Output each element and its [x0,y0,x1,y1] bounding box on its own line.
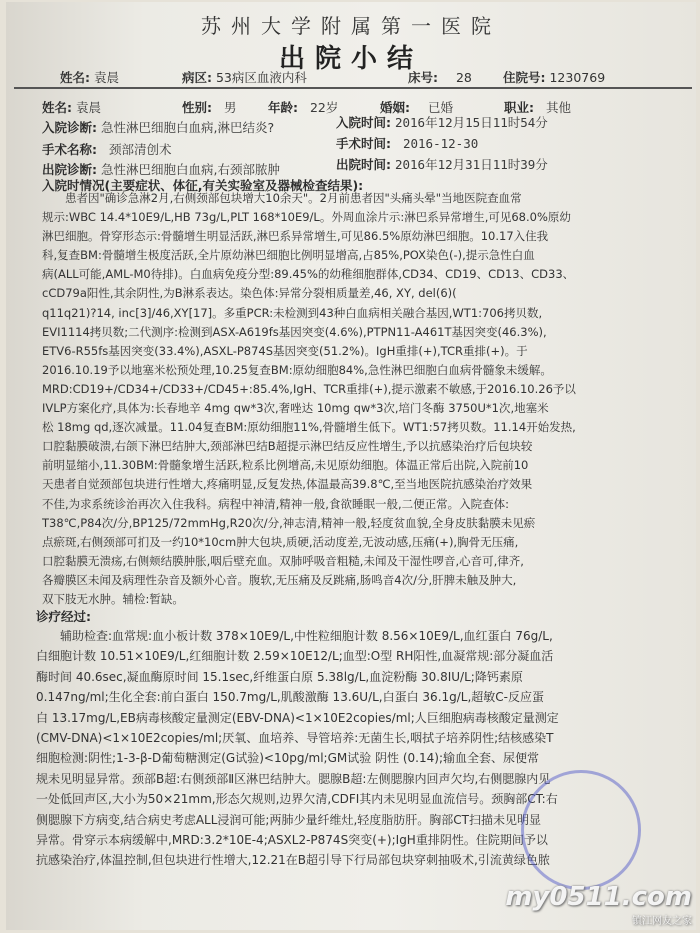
info-surgery [42,140,172,158]
info-surgery-value: 颈部清创术 [108,142,172,157]
info-admit-time-label: 入院时间: [336,115,391,130]
discharge-summary-page [6,2,696,930]
course-text-line: 辅助检查:血常规:血小板计数 378×10E9/L,中性粒细胞计数 8.56×10E9/L,血红蛋白 76g/L, [36,629,553,643]
info-marital-label: 婚姻: [380,100,410,115]
info-marital-value: 已婚 [427,100,453,115]
document-title: 出院小结 [278,44,423,74]
info-surgery-time-label: 手术时间: [336,136,391,151]
info-discharge-diag-value: 急性淋巴细胞白血病,右颈部脓肿 [100,162,280,177]
course-text-line: 酶时间 40.6sec,凝血酶原时间 15.1sec,纤维蛋白原 5.38lg/L,血淀粉酶 30.8IU/L;降钙素原 [36,669,523,684]
admission-text-line: q11q21)?14, inc[3]/46,XY[17]。多重PCR:未检测到43种白血病相关融合基因,WT1:706拷贝数, [42,305,543,320]
admission-text-line: cCD79a阳性,其余阴性,为B淋系表达。染色体:异常分裂相质量差,46, XY, del(6)( [42,286,457,301]
admission-text-line: 科,复查BM:骨髓增生极度活跃,全片原幼淋巴细胞比例明显增高,占85%,POX染色(-),提示急性白血 [42,248,535,263]
admission-text-line: 松 18mg qd,逐次减量。11.04复查BM:原幼细胞11%,骨髓增生低下。WT1:57拷贝数。11.14开始发热, [42,420,576,435]
admission-text-line: 规示:WBC 14.4*10E9/L,HB 73g/L,PLT 168*10E9/L。外周血涂片示:淋巴系异常增生,可见68.0%原幼 [42,210,571,225]
course-text-line: 侧腮腺下方病变,结合病史考虑ALL浸润可能;两肺少量纤维灶,轻度脂肪肝。胸部CT扫描未见明显 [36,812,541,827]
hospital-name: 苏州大学附属第一医院 [201,14,501,38]
course-text-line: 抗感染治疗,体温控制,但包块进行性增大,12.21在B超引导下行局部包块穿刺抽吸术,引流黄绿色脓 [36,853,550,868]
info-name-value: 袁晨 [75,100,101,115]
watermark-subtitle: 镇江网友之家 [632,916,692,927]
header-ward [182,68,307,86]
admission-text-line: 天患者自觉颈部包块进行性增大,疼痛明显,反复发热,体温最高39.8℃,至当地医院抗感染治疗效果 [42,477,533,492]
info-discharge-time-label: 出院时间: [336,157,391,172]
header-inpatient-value: 1230769 [549,70,606,85]
admission-text-line: 不佳,为求系统诊治再次入住我科。病程中神清,精神一般,食欲睡眠一般,二便正常。入院查体: [42,496,509,511]
hospital-stamp [521,770,641,890]
info-gender [182,98,237,116]
course-text-line: 细胞检测:阴性;1-3-β-D葡萄糖测定(G试验)<10pg/ml;GM试验 阴性 (0.14);输血全套、尿便常 [36,751,539,766]
header-ward-label: 病区: [182,70,212,85]
course-text-line: 异常。骨穿示本病缓解中,MRD:3.2*10E-4;ASXL2-P874S突变(+);IgH重排阴性。住院期间予以 [36,833,548,848]
info-name [42,98,101,116]
admission-text-line: 淋巴细胞。骨穿形态示:骨髓增生明显活跃,淋巴系异常增生,可见86.5%原幼淋巴细胞。10.17入住我 [42,229,549,244]
admission-text-line: 点瘀斑,右侧颈部可扪及一约10*10cm肿大包块,质硬,活动度差,无波动感,压痛(+),胸骨无压痛, [42,534,519,549]
admission-text-line: 患者因"确诊急淋2月,右侧颈部包块增大10余天"。2月前患者因"头痛头晕"当地医院查血常 [42,191,522,205]
info-admit-time-value: 2016年12月15日11时54分 [394,115,548,130]
course-heading: 诊疗经过: [36,609,91,624]
info-discharge-time-value: 2016年12月31日11时39分 [394,157,548,172]
info-surgery-time-value: 2016-12-30 [402,136,479,151]
info-discharge-time [336,155,548,173]
admission-text-line: 前明显缩小,11.30BM:骨髓象增生活跃,粒系比例增高,未见原幼细胞。体温正常后出院,入院前10 [42,458,529,473]
header-inpatient-no [503,68,605,86]
header-name [60,68,119,86]
course-text-line: 白细胞计数 10.51×10E9/L,红细胞计数 2.59×10E12/L;血型:O型 RH阳性,血凝常规:部分凝血活 [36,649,554,664]
admission-text-line: 口腔黏膜无溃疡,右侧颊结膜肿胀,咽后壁充血。双肺呼吸音粗糙,未闻及干湿性啰音,心音可,律齐, [42,553,524,568]
admission-text-line: T38℃,P84次/分,BP125/72mmHg,R20次/分,神志清,精神一般,轻度贫血貌,全身皮肤黏膜未见瘀 [42,515,536,530]
admission-text-line: IVLP方案化疗,具体为:长春地辛 4mg qw*3次,奢唑达 10mg qw*3次,培门冬酶 3750U*1次,地塞米 [42,401,549,416]
info-age-value: 22岁 [309,100,339,115]
header-inpatient-label: 住院号: [503,70,546,85]
admission-text-line: 病(ALL可能,AML-M0待排)。白血病免疫分型:89.45%的幼稚细胞群体,CD34、CD19、CD13、CD33、 [42,267,575,282]
watermark-logo: my0511.com [505,882,692,912]
header-divider [14,87,692,89]
admission-text-line: ETV6-R55fs基因突变(33.4%),ASXL-P874S基因突变(51.2%)。IgH重排(+),TCR重排(+)。于 [42,343,528,358]
info-job-value: 其他 [545,100,571,115]
admission-text-line: MRD:CD19+/CD34+/CD33+/CD45+:85.4%,IgH、TCR重排(+),提示激素不敏感,于2016.10.26予以 [42,381,576,396]
info-job-label: 职业: [504,100,534,115]
admission-text-line: 双下肢无水肿。辅检:暂缺。 [42,591,184,606]
info-surgery-time [336,134,478,152]
admission-text-line: EVI1114拷贝数;二代测序:检测到ASX-A619fs基因突变(4.6%),PTPN11-A461T基因突变(46.3%), [42,324,547,339]
admission-text-line: 各瓣膜区未闻及病理性杂音及额外心音。腹软,无压痛及反跳痛,肠鸣音4次/分,肝脾未触及肿大, [42,572,517,587]
info-admit-diagnosis [42,118,274,136]
course-text-line: (CMV-DNA)<1×10E2copies/ml;厌氧、血培养、导管培养:无菌生长,咽拭子培养阴性;结核感染T [36,731,554,746]
info-name-label: 姓名: [42,100,72,115]
info-gender-label: 性别: [182,100,212,115]
admission-text-line: 2016.10.19予以地塞米松预处理,10.25复查BM:原幼细胞84%,急性淋巴细胞白血病骨髓象未缓解。 [42,362,552,377]
header-bed [408,68,472,86]
site-watermark [505,882,692,927]
header-name-value: 袁晨 [93,70,119,85]
admission-heading-text: 入院时情况(主要症状、体征,有关实验室及器械检查结果): [42,178,364,193]
admission-text-line: 口腔黏膜破溃,右颌下淋巴结肿大,颈部淋巴结B超提示淋巴结反应性增生,予以抗感染治疗后包块较 [42,439,533,454]
info-gender-value: 男 [223,100,237,115]
info-admit-diag-value: 急性淋巴细胞白血病,淋巴结炎? [100,120,275,135]
info-admit-time [336,113,548,131]
header-name-label: 姓名: [60,70,90,85]
course-text-line: 一处低回声区,大小为50×21mm,形态欠规则,边界欠清,CDFI其内未见明显血流信号。颈胸部CT:右 [36,792,558,807]
info-age-label: 年龄: [268,100,298,115]
course-text-line: 规未见明显异常。颈部B超:右侧颈部Ⅱ区淋巴结肿大。腮腺B超:左侧腮腺内回声欠均,右侧腮腺内见 [36,771,551,786]
info-surgery-label: 手术名称: [42,142,97,157]
info-age [268,98,338,116]
course-text-line: 0.147ng/ml;生化全套:前白蛋白 150.7mg/L,肌酸激酶 13.6U/L,白蛋白 36.1g/L,超敏C-反应蛋 [36,690,545,705]
header-bed-value: 28 [455,70,472,85]
course-text-line: 白 13.17mg/L,EB病毒核酸定量测定(EBV-DNA)<1×10E2copies/ml;人巨细胞病毒核酸定量测定 [36,710,559,725]
header-bed-label: 床号: [408,70,438,85]
header-ward-value: 53病区血液内科 [215,70,307,85]
admission-body [42,189,678,609]
info-admit-diag-label: 入院诊断: [42,120,97,135]
info-discharge-diag-label: 出院诊断: [42,162,97,177]
